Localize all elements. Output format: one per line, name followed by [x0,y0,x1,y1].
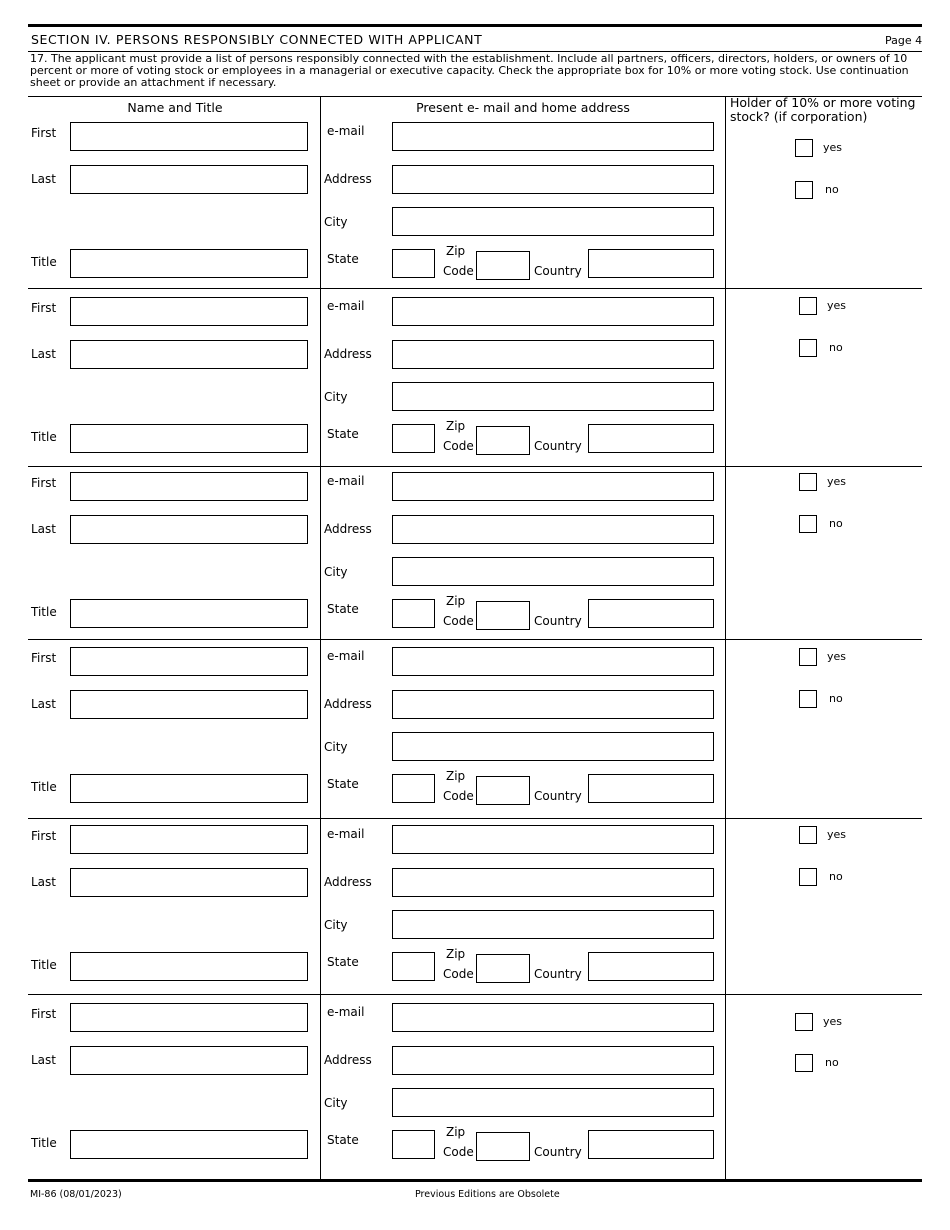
country-label: Country [534,614,582,628]
last-name-field[interactable] [70,515,308,544]
last-name-label: Last [31,1053,56,1067]
state-field[interactable] [392,952,435,981]
holder-no-label: no [829,692,843,705]
zip-field[interactable] [476,1132,530,1161]
holder-yes-label: yes [827,299,847,312]
first-name-field[interactable] [70,472,308,501]
address-label: Address [324,1053,372,1067]
zip-code-label: Code [443,264,474,278]
zip-label: Zip [446,594,466,608]
email-field[interactable] [392,647,714,676]
holder-yes-label: yes [827,828,847,841]
zip-code-label: Code [443,1145,474,1159]
holder-no-checkbox[interactable] [795,1054,813,1072]
country-label: Country [534,789,582,803]
state-label: State [327,427,359,441]
city-label: City [324,918,348,932]
address-field[interactable] [392,340,714,369]
state-field[interactable] [392,424,435,453]
country-field[interactable] [588,249,714,278]
form-id: MI-86 (08/01/2023) [30,1189,122,1200]
country-field[interactable] [588,1130,714,1159]
zip-label: Zip [446,769,466,783]
city-label: City [324,215,348,229]
row-separator [28,288,922,289]
zip-code-label: Code [443,439,474,453]
country-field[interactable] [588,774,714,803]
country-label: Country [534,264,582,278]
city-label: City [324,740,348,754]
title-field[interactable] [70,599,308,628]
holder-yes-label: yes [827,650,847,663]
holder-no-checkbox[interactable] [799,868,817,886]
last-name-label: Last [31,172,56,186]
state-label: State [327,955,359,969]
zip-label: Zip [446,419,466,433]
column-header-name-title: Name and Title [127,100,223,115]
title-field[interactable] [70,1130,308,1159]
title-label: Title [31,780,57,794]
address-label: Address [324,697,372,711]
row-separator [28,639,922,640]
email-field[interactable] [392,825,714,854]
city-label: City [324,565,348,579]
address-field[interactable] [392,1046,714,1075]
address-field[interactable] [392,165,714,194]
city-field[interactable] [392,910,714,939]
email-label: e-mail [327,124,365,138]
title-label: Title [31,255,57,269]
email-field[interactable] [392,122,714,151]
first-name-label: First [31,1007,57,1021]
last-name-field[interactable] [70,340,308,369]
zip-label: Zip [446,244,466,258]
editions-note: Previous Editions are Obsolete [415,1189,560,1200]
country-field[interactable] [588,599,714,628]
last-name-label: Last [31,347,56,361]
holder-yes-checkbox[interactable] [799,473,817,491]
first-name-field[interactable] [70,647,308,676]
address-field[interactable] [392,868,714,897]
state-label: State [327,602,359,616]
row-separator [28,818,922,819]
column-divider-2 [725,96,726,1180]
city-field[interactable] [392,382,714,411]
holder-yes-label: yes [823,1015,843,1028]
zip-field[interactable] [476,954,530,983]
instructions-text: 17. The applicant must provide a list of persons responsibly connected with the establishment. Include all partners, officers, directors, holders, or owners of 10 percent or more of voting stock or employees in a managerial or executive capacity. Check the appropriate box for 10% or more voting stock. Use continuation sheet or provide an attachment if necessary. [30,52,909,89]
page-number: Page 4 [885,34,923,47]
email-label: e-mail [327,649,365,663]
holder-yes-checkbox[interactable] [795,139,813,157]
column-divider-1 [320,96,321,1180]
first-name-label: First [31,301,57,315]
email-label: e-mail [327,827,365,841]
email-field[interactable] [392,297,714,326]
first-name-label: First [31,651,57,665]
city-field[interactable] [392,557,714,586]
zip-field[interactable] [476,776,530,805]
address-label: Address [324,347,372,361]
email-label: e-mail [327,299,365,313]
email-label: e-mail [327,474,365,488]
row-separator [28,994,922,995]
state-label: State [327,252,359,266]
title-field[interactable] [70,952,308,981]
country-label: Country [534,439,582,453]
title-label: Title [31,430,57,444]
country-field[interactable] [588,424,714,453]
first-name-field[interactable] [70,297,308,326]
holder-no-checkbox[interactable] [799,515,817,533]
section-title: SECTION IV. PERSONS RESPONSIBLY CONNECTED WITH APPLICANT [31,32,483,47]
holder-yes-label: yes [827,475,847,488]
last-name-field[interactable] [70,868,308,897]
city-label: City [324,1096,348,1110]
state-label: State [327,1133,359,1147]
holder-no-checkbox[interactable] [795,181,813,199]
title-label: Title [31,605,57,619]
zip-label: Zip [446,947,466,961]
column-header-holder: Holder of 10% or more voting stock? (if corporation) [730,95,916,124]
holder-no-label: no [829,341,843,354]
zip-code-label: Code [443,967,474,981]
zip-code-label: Code [443,614,474,628]
country-label: Country [534,967,582,981]
last-name-label: Last [31,522,56,536]
city-field[interactable] [392,732,714,761]
title-field[interactable] [70,774,308,803]
last-name-field[interactable] [70,690,308,719]
first-name-field[interactable] [70,1003,308,1032]
first-name-label: First [31,829,57,843]
holder-yes-checkbox[interactable] [795,1013,813,1031]
holder-yes-checkbox[interactable] [799,648,817,666]
state-field[interactable] [392,774,435,803]
bottom-rule [28,1179,922,1182]
address-label: Address [324,172,372,186]
address-label: Address [324,875,372,889]
holder-yes-checkbox[interactable] [799,826,817,844]
first-name-field[interactable] [70,825,308,854]
holder-no-label: no [825,183,839,196]
title-field[interactable] [70,424,308,453]
top-rule [28,24,922,27]
holder-no-label: no [829,870,843,883]
zip-field[interactable] [476,426,530,455]
holder-no-label: no [825,1056,839,1069]
address-field[interactable] [392,690,714,719]
address-label: Address [324,522,372,536]
email-field[interactable] [392,1003,714,1032]
email-label: e-mail [327,1005,365,1019]
holder-no-checkbox[interactable] [799,339,817,357]
address-field[interactable] [392,515,714,544]
holder-yes-checkbox[interactable] [799,297,817,315]
email-field[interactable] [392,472,714,501]
state-field[interactable] [392,1130,435,1159]
title-label: Title [31,1136,57,1150]
first-name-field[interactable] [70,122,308,151]
country-label: Country [534,1145,582,1159]
last-name-field[interactable] [70,165,308,194]
last-name-label: Last [31,697,56,711]
first-name-label: First [31,126,57,140]
column-header-email-address: Present e- mail and home address [416,100,630,115]
holder-yes-label: yes [823,141,843,154]
state-label: State [327,777,359,791]
last-name-field[interactable] [70,1046,308,1075]
country-field[interactable] [588,952,714,981]
last-name-label: Last [31,875,56,889]
state-field[interactable] [392,249,435,278]
zip-code-label: Code [443,789,474,803]
first-name-label: First [31,476,57,490]
holder-no-checkbox[interactable] [799,690,817,708]
city-label: City [324,390,348,404]
city-field[interactable] [392,207,714,236]
title-field[interactable] [70,249,308,278]
zip-field[interactable] [476,601,530,630]
zip-label: Zip [446,1125,466,1139]
holder-no-label: no [829,517,843,530]
row-separator [28,466,922,467]
state-field[interactable] [392,599,435,628]
title-label: Title [31,958,57,972]
city-field[interactable] [392,1088,714,1117]
zip-field[interactable] [476,251,530,280]
